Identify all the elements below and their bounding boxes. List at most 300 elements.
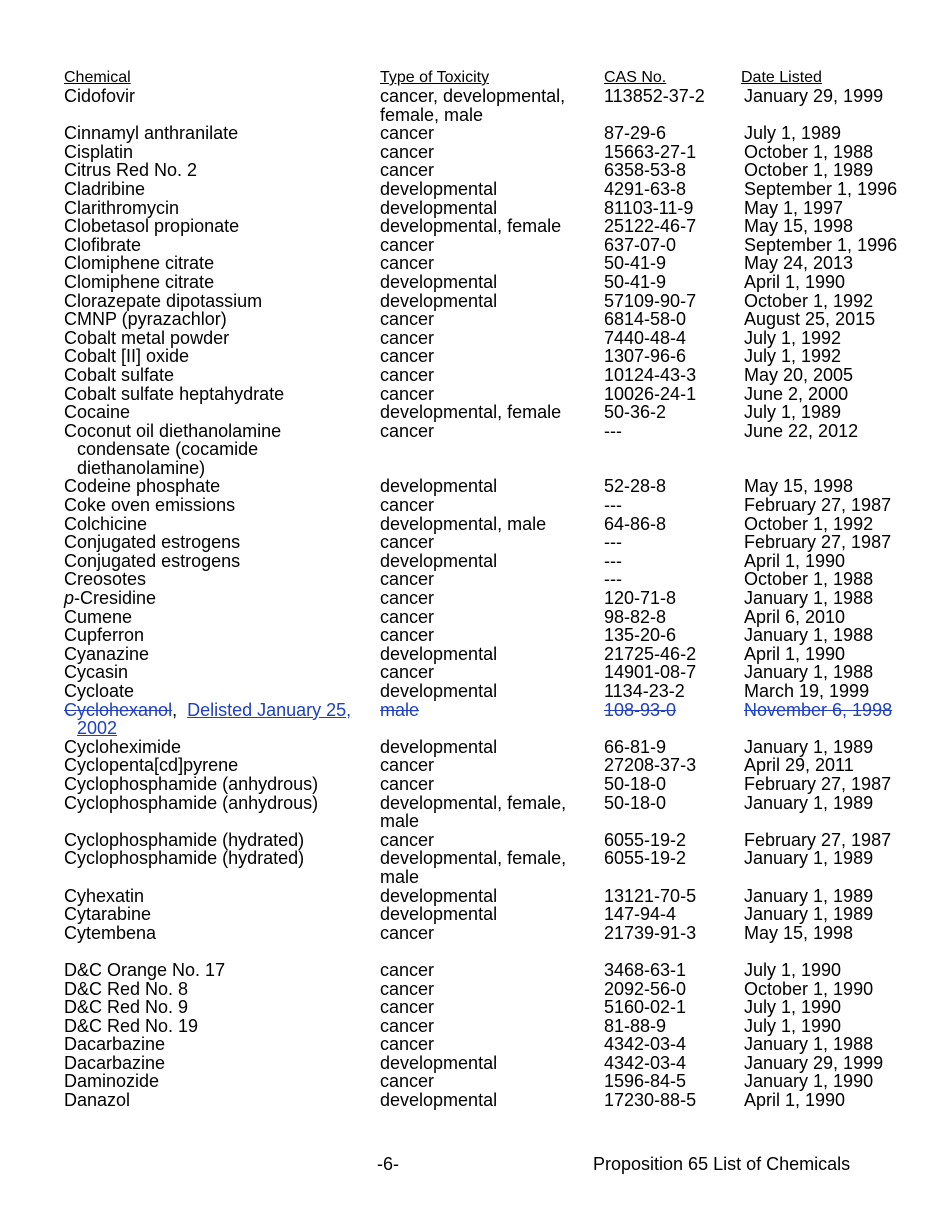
chemical-name-line: Colchicine	[64, 513, 148, 534]
toxicity-line: developmental	[380, 271, 498, 292]
date-listed	[744, 403, 944, 422]
cas-number	[604, 1017, 734, 1036]
delisted-link-cont	[64, 719, 374, 738]
table-row	[0, 701, 950, 738]
chemical-name-line: Cyclophosphamide (hydrated)	[64, 829, 305, 850]
chemical-name-line: Cocaine	[64, 402, 131, 423]
chemical-name	[64, 515, 374, 534]
toxicity-line: cancer	[380, 141, 435, 162]
cas-number	[604, 701, 734, 720]
toxicity-type	[380, 589, 590, 608]
date-listed	[744, 738, 944, 757]
date-listed-text: July 1, 1990	[744, 1015, 842, 1036]
toxicity-line: developmental, female,	[380, 848, 567, 869]
date-listed	[744, 1054, 944, 1073]
toxicity-line: cancer	[380, 532, 435, 553]
cas-number	[604, 292, 734, 311]
table-row	[0, 887, 950, 906]
toxicity-line: cancer	[380, 997, 435, 1018]
date-listed	[744, 496, 944, 515]
cas-number-text: ---	[604, 495, 622, 516]
toxicity-type	[380, 775, 590, 794]
chemical-name-line: Cinnamyl anthranilate	[64, 123, 239, 144]
toxicity-line: cancer	[380, 625, 435, 646]
cas-number-text: 2092-56-0	[604, 978, 687, 999]
cas-number-text: 1307-96-6	[604, 346, 687, 367]
chemical-name	[64, 608, 374, 627]
toxicity-line: cancer	[380, 1015, 435, 1036]
chemical-name-line: Cyanazine	[64, 643, 150, 664]
chemical-name-line: Cytarabine	[64, 904, 152, 925]
chemical-name	[64, 217, 374, 236]
chemical-name-line: Cyclopenta[cd]pyrene	[64, 755, 239, 776]
cas-number-text: 1134-23-2	[604, 681, 685, 702]
date-listed	[744, 980, 944, 999]
toxicity-line: cancer	[380, 123, 435, 144]
table-row	[0, 217, 950, 236]
date-listed-text: October 1, 1989	[744, 160, 874, 181]
date-listed-text: January 1, 1989	[744, 885, 874, 906]
cas-number	[604, 1091, 734, 1110]
chemical-name	[64, 533, 374, 552]
cas-number	[604, 608, 734, 627]
cas-number	[604, 589, 734, 608]
date-listed-text: January 1, 1989	[744, 736, 874, 757]
date-listed-text: February 27, 1987	[744, 773, 892, 794]
cas-number-text: 120-71-8	[604, 588, 677, 609]
cas-number-text: 27208-37-3	[604, 755, 697, 776]
table-row	[0, 589, 950, 608]
chemical-name	[64, 682, 374, 701]
table-row	[0, 980, 950, 999]
cas-number	[604, 961, 734, 980]
table-row	[0, 1072, 950, 1091]
cas-number-text: 81103-11-9	[604, 197, 694, 218]
toxicity-type	[380, 347, 590, 366]
toxicity-type	[380, 701, 590, 720]
date-listed	[744, 254, 944, 273]
chemical-name	[64, 273, 374, 292]
date-listed-text: January 1, 1989	[744, 792, 874, 813]
chemical-name-line: Cycasin	[64, 662, 129, 683]
toxicity-type	[380, 645, 590, 664]
toxicity-line: cancer, developmental,	[380, 86, 566, 106]
cas-number	[604, 199, 734, 218]
date-listed	[744, 589, 944, 608]
cas-number	[604, 329, 734, 348]
toxicity-line: male	[380, 699, 420, 720]
delisted-entry	[64, 701, 374, 720]
cas-number-text: 50-18-0	[604, 792, 667, 813]
toxicity-type	[380, 273, 590, 292]
toxicity-line: developmental, female	[380, 216, 562, 237]
toxicity-line: cancer	[380, 978, 435, 999]
toxicity-line: developmental	[380, 643, 498, 664]
delisted-link[interactable]: Delisted January 25,	[187, 699, 352, 720]
chemical-name-line: Dacarbazine	[64, 1052, 166, 1073]
date-listed-text: October 1, 1990	[744, 978, 874, 999]
table-row	[0, 273, 950, 292]
date-listed-text: May 20, 2005	[744, 364, 854, 385]
chemical-name	[64, 236, 374, 255]
date-listed-text: October 1, 1988	[744, 569, 874, 590]
chemical-name	[64, 756, 374, 775]
chemical-name-line: D&C Red No. 19	[64, 1015, 199, 1036]
toxicity-line: cancer	[380, 829, 435, 850]
date-listed	[744, 570, 944, 589]
chemical-name	[64, 905, 374, 924]
table-row	[0, 180, 950, 199]
toxicity-type	[380, 329, 590, 348]
cas-number	[604, 180, 734, 199]
date-listed	[744, 124, 944, 143]
toxicity-line: cancer	[380, 364, 435, 385]
date-listed-text: February 27, 1987	[744, 532, 892, 553]
table-row	[0, 199, 950, 218]
chemical-name	[64, 849, 374, 868]
chemical-name	[64, 887, 374, 906]
cas-number	[604, 496, 734, 515]
date-listed-text: April 1, 1990	[744, 550, 846, 571]
toxicity-type	[380, 887, 590, 906]
chemical-name-line: Clorazepate dipotassium	[64, 290, 263, 311]
cas-number	[604, 366, 734, 385]
table-row	[0, 310, 950, 329]
cas-number	[604, 403, 734, 422]
date-listed-text: September 1, 1996	[744, 234, 898, 255]
table-row	[0, 756, 950, 775]
chemical-name	[64, 329, 374, 348]
date-listed	[744, 273, 944, 292]
cas-number	[604, 775, 734, 794]
toxicity-type	[380, 905, 590, 924]
toxicity-line: developmental	[380, 736, 498, 757]
chemical-name-line: diethanolamine)	[77, 457, 206, 478]
delisted-link-year[interactable]: 2002	[77, 718, 118, 739]
toxicity-line: developmental	[380, 1090, 498, 1111]
toxicity-type	[380, 496, 590, 515]
toxicity-type	[380, 756, 590, 775]
toxicity-type	[380, 533, 590, 552]
chemical-name-line: Clomiphene citrate	[64, 271, 215, 292]
chemical-name	[64, 292, 374, 311]
chemical-name-line: Daminozide	[64, 1071, 160, 1092]
cas-number-text: 87-29-6	[604, 123, 667, 144]
chemical-name-line: Clomiphene citrate	[64, 253, 215, 274]
table-row	[0, 515, 950, 534]
chemical-name-rest: -Cresidine	[74, 588, 157, 609]
cas-number	[604, 87, 734, 106]
chemical-name	[64, 924, 374, 943]
chemical-name-line: Coconut oil diethanolamine	[64, 420, 282, 441]
chemical-name	[64, 422, 374, 478]
chemical-name	[64, 552, 374, 571]
chemical-name	[64, 310, 374, 329]
chemical-name	[64, 385, 374, 404]
chemical-name-line: Cyhexatin	[64, 885, 145, 906]
cas-number-text: 6814-58-0	[604, 309, 687, 330]
chemical-name-line: CMNP (pyrazachlor)	[64, 309, 227, 330]
cas-number-text: 17230-88-5	[604, 1090, 697, 1111]
table-row	[0, 496, 950, 515]
cas-number	[604, 849, 734, 868]
toxicity-line: cancer	[380, 383, 435, 404]
date-listed	[744, 199, 944, 218]
toxicity-type	[380, 217, 590, 236]
cas-number-text: 5160-02-1	[604, 997, 687, 1018]
cas-number-text: 147-94-4	[604, 904, 677, 925]
chemical-prefix: p	[64, 588, 75, 609]
cas-number	[604, 905, 734, 924]
chemical-name	[64, 570, 374, 589]
chemical-name-line: Cytembena	[64, 922, 157, 943]
chemical-name-line: Codeine phosphate	[64, 476, 221, 497]
chemical-name	[64, 1091, 374, 1110]
chemical-name	[64, 496, 374, 515]
table-row	[0, 1091, 950, 1110]
cas-number-text: 3468-63-1	[604, 959, 687, 980]
chemical-name-line: Cyclophosphamide (anhydrous)	[64, 792, 319, 813]
cas-number-text: 1596-84-5	[604, 1071, 687, 1092]
chemical-name	[64, 180, 374, 199]
cas-number-text: 10124-43-3	[604, 364, 697, 385]
cas-number	[604, 236, 734, 255]
table-row	[0, 961, 950, 980]
cas-number-text: 50-36-2	[604, 402, 667, 423]
toxicity-type	[380, 980, 590, 999]
toxicity-line: male	[380, 811, 420, 832]
cas-number	[604, 254, 734, 273]
toxicity-type	[380, 849, 590, 886]
date-listed	[744, 682, 944, 701]
table-row	[0, 849, 950, 886]
chemical-name	[64, 961, 374, 980]
chemical-name-line: Clarithromycin	[64, 197, 180, 218]
date-listed-text: April 1, 1990	[744, 1090, 846, 1111]
chemical-name-line	[64, 589, 374, 608]
cas-number-text: 4342-03-4	[604, 1052, 687, 1073]
cas-number	[604, 663, 734, 682]
cas-number	[604, 273, 734, 292]
date-listed	[744, 347, 944, 366]
header-cas: CAS No.	[604, 69, 667, 86]
chemical-name	[64, 738, 374, 757]
chemical-name-line: Cycloate	[64, 681, 135, 702]
chemical-name	[64, 626, 374, 645]
toxicity-line: cancer	[380, 309, 435, 330]
table-row	[0, 533, 950, 552]
date-listed-text: July 1, 1992	[744, 327, 842, 348]
toxicity-type	[380, 199, 590, 218]
toxicity-type	[380, 552, 590, 571]
chemical-name	[64, 347, 374, 366]
toxicity-line: developmental	[380, 885, 498, 906]
chemical-name-line: Cobalt [II] oxide	[64, 346, 190, 367]
toxicity-type	[380, 477, 590, 496]
cas-number	[604, 143, 734, 162]
chemical-name	[64, 589, 374, 608]
date-listed-text: May 24, 2013	[744, 253, 854, 274]
toxicity-line: cancer	[380, 606, 435, 627]
cas-number-text: ---	[604, 569, 622, 590]
toxicity-type	[380, 924, 590, 943]
chemical-name	[64, 161, 374, 180]
date-listed-text: January 1, 1989	[744, 904, 874, 925]
cas-number-text: 13121-70-5	[604, 885, 697, 906]
toxicity-type	[380, 124, 590, 143]
date-listed	[744, 236, 944, 255]
cas-number	[604, 570, 734, 589]
date-listed-text: April 1, 1990	[744, 643, 846, 664]
table-row	[0, 292, 950, 311]
chemical-name	[64, 663, 374, 682]
chemical-name	[64, 254, 374, 273]
chemical-name	[64, 1054, 374, 1073]
date-listed-text: March 19, 1999	[744, 681, 870, 702]
cas-number-text: ---	[604, 532, 622, 553]
chemical-name-line: Dacarbazine	[64, 1034, 166, 1055]
table-row	[0, 366, 950, 385]
date-listed-text: February 27, 1987	[744, 495, 892, 516]
cas-number-text: 21725-46-2	[604, 643, 697, 664]
cas-number	[604, 682, 734, 701]
date-listed-text: October 1, 1992	[744, 513, 874, 534]
date-listed	[744, 1072, 944, 1091]
cas-number	[604, 1054, 734, 1073]
date-listed	[744, 626, 944, 645]
chemical-name-line: Cupferron	[64, 625, 145, 646]
date-listed-text: January 1, 1989	[744, 848, 874, 869]
date-listed-text: January 1, 1990	[744, 1071, 874, 1092]
separator: ,	[172, 699, 188, 720]
date-listed	[744, 608, 944, 627]
struck-chemical-name: Cyclohexanol	[64, 699, 173, 720]
date-listed-text: May 15, 1998	[744, 922, 854, 943]
cas-number	[604, 161, 734, 180]
date-listed	[744, 645, 944, 664]
date-listed	[744, 998, 944, 1017]
toxicity-type	[380, 422, 590, 441]
chemical-name-line: Creosotes	[64, 569, 147, 590]
table-row	[0, 143, 950, 162]
cas-number-text: 50-41-9	[604, 271, 667, 292]
toxicity-type	[380, 794, 590, 831]
date-listed-text: September 1, 1996	[744, 178, 898, 199]
cas-number-text: 4342-03-4	[604, 1034, 687, 1055]
toxicity-line: female, male	[380, 104, 484, 125]
cas-number-text: 108-93-0	[604, 699, 677, 720]
cas-number	[604, 998, 734, 1017]
date-listed-text: April 29, 2011	[744, 755, 854, 776]
date-listed-text: January 29, 1999	[744, 1052, 884, 1073]
toxicity-type	[380, 143, 590, 162]
date-listed-text: July 1, 1989	[744, 402, 842, 423]
date-listed-text: July 1, 1989	[744, 123, 842, 144]
toxicity-type	[380, 515, 590, 534]
table-row	[0, 645, 950, 664]
cas-number	[604, 831, 734, 850]
chemical-name	[64, 794, 374, 813]
chemical-name-line: Cyclophosphamide (hydrated)	[64, 848, 305, 869]
toxicity-line: developmental	[380, 1052, 498, 1073]
table-row	[0, 682, 950, 701]
toxicity-type	[380, 87, 590, 124]
chemical-name	[64, 645, 374, 664]
chemical-name-line: Cyclophosphamide (anhydrous)	[64, 773, 319, 794]
date-listed	[744, 924, 944, 943]
toxicity-type	[380, 403, 590, 422]
chemical-name-line: condensate (cocamide	[77, 439, 259, 460]
cas-number-text: 21739-91-3	[604, 922, 697, 943]
date-listed	[744, 87, 944, 106]
cas-number	[604, 1072, 734, 1091]
toxicity-line: developmental	[380, 904, 498, 925]
table-row	[0, 347, 950, 366]
date-listed	[744, 180, 944, 199]
chemical-name	[64, 1017, 374, 1036]
date-listed	[744, 533, 944, 552]
date-listed	[744, 961, 944, 980]
table-row	[0, 161, 950, 180]
cas-number-text: 98-82-8	[604, 606, 667, 627]
cas-number-text: 7440-48-4	[604, 327, 687, 348]
chemical-name	[64, 143, 374, 162]
table-row	[0, 608, 950, 627]
cas-number	[604, 515, 734, 534]
date-listed-text: July 1, 1990	[744, 997, 842, 1018]
chemical-name-line: D&C Red No. 9	[64, 997, 189, 1018]
cas-number-text: 113852-37-2	[604, 86, 705, 106]
chemical-name	[64, 366, 374, 385]
cas-number-text: 14901-08-7	[604, 662, 697, 683]
table-row	[0, 385, 950, 404]
page-number: -6-	[377, 1154, 399, 1174]
date-listed	[744, 161, 944, 180]
date-listed-text: July 1, 1992	[744, 346, 842, 367]
table-row	[0, 570, 950, 589]
toxicity-line: cancer	[380, 569, 435, 590]
date-listed-text: April 1, 1990	[744, 271, 846, 292]
table-row	[0, 738, 950, 757]
toxicity-type	[380, 626, 590, 645]
cas-number	[604, 1035, 734, 1054]
chemical-name-line: Cobalt metal powder	[64, 327, 230, 348]
chemical-name-line: Cobalt sulfate	[64, 364, 175, 385]
chemical-name	[64, 403, 374, 422]
toxicity-type	[380, 738, 590, 757]
chemical-table	[0, 87, 950, 1110]
chemical-name	[64, 998, 374, 1017]
toxicity-line: developmental	[380, 290, 498, 311]
table-row	[0, 254, 950, 273]
cas-number-text: ---	[604, 550, 622, 571]
table-row	[0, 403, 950, 422]
cas-number	[604, 124, 734, 143]
cas-number	[604, 756, 734, 775]
chemical-name-line: Conjugated estrogens	[64, 532, 241, 553]
toxicity-type	[380, 366, 590, 385]
toxicity-line: male	[380, 866, 420, 887]
chemical-name-line: Clobetasol propionate	[64, 216, 240, 237]
toxicity-line: cancer	[380, 588, 435, 609]
date-listed-text: July 1, 1990	[744, 959, 842, 980]
cas-number	[604, 980, 734, 999]
table-row	[0, 1035, 950, 1054]
table-row	[0, 794, 950, 831]
date-listed-text: May 15, 1998	[744, 476, 854, 497]
toxicity-type	[380, 1017, 590, 1036]
cas-number-text: 6055-19-2	[604, 829, 687, 850]
